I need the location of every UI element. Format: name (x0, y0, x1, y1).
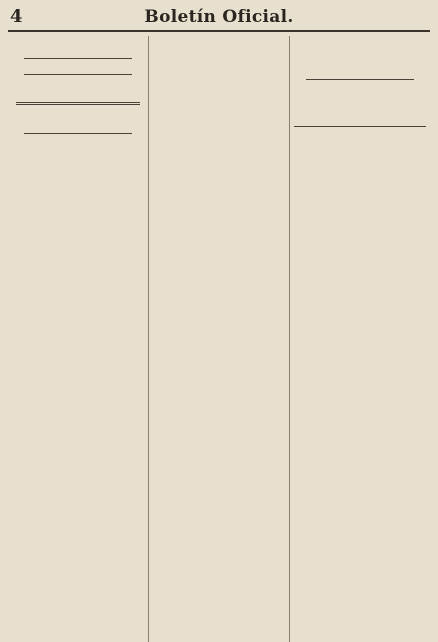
section-divider (16, 102, 140, 105)
paragraph (153, 36, 285, 43)
paragraph (12, 63, 144, 70)
paragraph (294, 94, 426, 101)
column-2 (148, 36, 289, 642)
signature-line (12, 90, 144, 97)
paragraph (153, 98, 285, 105)
page-number: 4 (10, 6, 23, 27)
paragraph (12, 79, 144, 86)
paragraph (294, 57, 426, 64)
paragraph (153, 67, 285, 74)
paragraph (294, 46, 426, 53)
column-3 (289, 36, 430, 642)
paragraph (294, 84, 426, 91)
court-heading (12, 122, 144, 130)
text-columns (8, 36, 430, 642)
paragraph (294, 36, 426, 43)
divider (24, 74, 132, 75)
paragraph (12, 148, 144, 155)
divider (24, 58, 132, 59)
court-subtitle (12, 138, 144, 146)
divider (306, 79, 414, 80)
section-heading-edicto (12, 110, 144, 120)
column-1 (8, 36, 148, 642)
paragraph (153, 57, 285, 64)
paragraph (153, 78, 285, 85)
bulletin-title: Boletín Oficial. (144, 7, 294, 27)
signature-line (294, 67, 426, 74)
printer-footer (294, 126, 426, 136)
paragraph (294, 104, 426, 111)
paragraph (153, 109, 285, 116)
paragraph (12, 36, 144, 43)
paragraph (153, 46, 285, 53)
masthead (8, 6, 430, 32)
divider (24, 133, 132, 134)
paragraph (153, 88, 285, 95)
signature-line (294, 115, 426, 122)
signature-line (12, 46, 144, 53)
